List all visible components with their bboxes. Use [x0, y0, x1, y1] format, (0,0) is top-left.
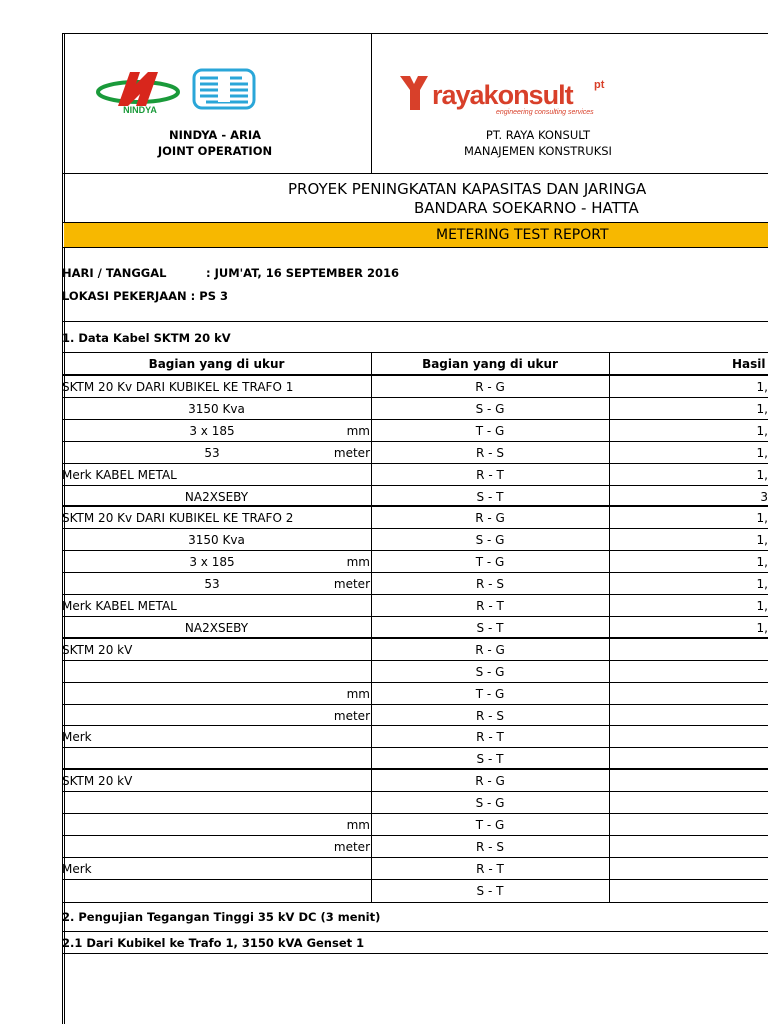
date-label: HARI / TANGGAL	[62, 266, 167, 280]
table-row	[62, 661, 768, 683]
row-phase-cell: S - T	[476, 884, 504, 898]
table-header-phase: Bagian yang di ukur	[422, 357, 558, 371]
row-unit-cell: mm	[346, 687, 370, 701]
table-row	[62, 792, 768, 814]
section21-bottom-border	[62, 953, 768, 954]
table-row	[62, 880, 768, 902]
row-phase-cell: T - G	[475, 818, 505, 832]
table-row	[62, 683, 768, 705]
table-row	[62, 464, 768, 486]
aria-logo	[192, 68, 256, 110]
left-company-sub: JOINT OPERATION	[157, 144, 273, 158]
row-part-cell: SKTM 20 kV	[62, 774, 133, 788]
row-result-cell: 1,	[756, 446, 768, 460]
project-title-line1: PROYEK PENINGKATAN KAPASITAS DAN JARINGA	[288, 180, 647, 198]
row-phase-cell: T - G	[475, 555, 505, 569]
row-part-cell: 3 x 185	[189, 555, 235, 569]
row-result-cell: 1,	[756, 621, 768, 635]
row-result-cell: 1,	[756, 555, 768, 569]
location-label: LOKASI PEKERJAAN : PS 3	[62, 289, 229, 303]
table-row	[62, 726, 768, 748]
banner-bottom-border	[62, 247, 768, 248]
row-part-cell: Merk KABEL METAL	[62, 468, 177, 482]
date-value: : JUM'AT, 16 SEPTEMBER 2016	[206, 266, 399, 280]
row-phase-cell: R - T	[476, 468, 504, 482]
left-company-name: NINDYA - ARIA	[168, 128, 262, 142]
row-result-cell: 3	[760, 490, 768, 504]
row-phase-cell: R - S	[476, 446, 504, 460]
row-unit-cell	[262, 880, 370, 902]
row-result-cell	[672, 661, 768, 683]
section1-top-border	[62, 321, 768, 322]
row-unit-cell: mm	[346, 818, 370, 832]
row-unit-cell	[262, 858, 370, 880]
row-unit-cell: meter	[333, 709, 370, 723]
row-phase-cell: S - T	[476, 621, 504, 635]
table-row	[62, 639, 768, 661]
row-phase-cell: R - S	[476, 709, 504, 723]
rayakonsult-logo-sup: pt	[594, 79, 605, 91]
rayakonsult-logo	[396, 70, 616, 116]
row-result-cell	[672, 683, 768, 705]
row-unit-cell	[262, 398, 370, 420]
report-title: METERING TEST REPORT	[436, 227, 609, 243]
row-result-cell: 1,	[756, 533, 768, 547]
table-row	[62, 376, 768, 398]
table-row	[62, 705, 768, 727]
table-row	[62, 617, 768, 639]
section21-title: 2.1 Dari Kubikel ke Trafo 1, 3150 kVA Genset 1	[62, 936, 365, 950]
row-result-cell: 1,	[756, 577, 768, 591]
row-part-cell: NA2XSEBY	[184, 621, 249, 635]
row-unit-cell	[262, 726, 370, 748]
row-result-cell: 1,	[756, 468, 768, 482]
row-part-cell: Merk	[62, 730, 92, 744]
table-row	[62, 748, 768, 770]
row-result-cell	[672, 639, 768, 661]
row-part-cell: 3150 Kva	[188, 402, 245, 416]
row-unit-cell	[262, 464, 370, 486]
row-result-cell	[672, 814, 768, 836]
nindya-logo	[96, 66, 186, 114]
row-unit-cell	[262, 770, 370, 792]
row-unit-cell: meter	[333, 577, 370, 591]
header-top-border	[62, 33, 768, 34]
right-company-sub: MANAJEMEN KONSTRUKSI	[464, 144, 612, 158]
row-phase-cell: R - S	[476, 840, 504, 854]
table-header-part: Bagian yang di ukur	[148, 357, 285, 371]
nindya-logo-text: NINDYA	[123, 105, 157, 114]
header-bottom-border	[62, 173, 768, 174]
row-result-cell	[672, 705, 768, 727]
report-title-banner	[64, 223, 768, 247]
row-unit-cell	[262, 595, 370, 617]
row-part-cell: Merk	[62, 862, 92, 876]
row-result-cell	[672, 792, 768, 814]
row-phase-cell: R - G	[475, 643, 505, 657]
section1-title: 1. Data Kabel SKTM 20 kV	[62, 331, 231, 345]
table-header-result: Hasil	[732, 357, 766, 371]
right-company-name: PT. RAYA KONSULT	[485, 128, 591, 142]
row-part-cell: SKTM 20 Kv DARI KUBIKEL KE TRAFO 2	[62, 511, 294, 525]
row-unit-cell: mm	[346, 424, 370, 438]
table-row	[62, 858, 768, 880]
table-row	[62, 551, 768, 573]
row-phase-cell: S - G	[475, 402, 505, 416]
row-part-cell: 3 x 185	[189, 424, 235, 438]
row-phase-cell: R - T	[476, 862, 504, 876]
row-phase-cell: S - G	[475, 533, 505, 547]
row-result-cell	[672, 880, 768, 902]
row-result-cell	[672, 858, 768, 880]
row-phase-cell: S - T	[476, 752, 504, 766]
section21-top-border	[62, 931, 768, 932]
row-part-cell: 53	[204, 577, 220, 591]
row-unit-cell	[262, 748, 370, 770]
row-unit-cell: meter	[333, 446, 370, 460]
table-row	[62, 595, 768, 617]
section2-title: 2. Pengujian Tegangan Tinggi 35 kV DC (3 menit)	[62, 910, 381, 924]
row-phase-cell: T - G	[475, 687, 505, 701]
row-phase-cell: R - T	[476, 730, 504, 744]
project-title-line2: BANDARA SOEKARNO - HATTA	[414, 199, 639, 217]
row-unit-cell	[262, 792, 370, 814]
row-part-cell: SKTM 20 Kv DARI KUBIKEL KE TRAFO 1	[62, 380, 294, 394]
row-result-cell	[672, 726, 768, 748]
row-unit-cell	[262, 529, 370, 551]
row-unit-cell	[262, 661, 370, 683]
row-part-cell: SKTM 20 kV	[62, 643, 133, 657]
row-phase-cell: R - G	[475, 511, 505, 525]
row-part-cell: 3150 Kva	[188, 533, 245, 547]
row-phase-cell: R - G	[475, 380, 505, 394]
row-result-cell: 1,	[756, 424, 768, 438]
row-result-cell	[672, 836, 768, 858]
rayakonsult-logo-text: rayakonsult	[432, 80, 573, 110]
row-unit-cell: meter	[333, 840, 370, 854]
row-result-cell: 1,	[756, 380, 768, 394]
table-row	[62, 814, 768, 836]
row-phase-cell: S - G	[475, 796, 505, 810]
row-phase-cell: R - T	[476, 599, 504, 613]
table-header-row	[62, 353, 768, 375]
row-unit-cell	[262, 376, 370, 398]
table-row	[62, 529, 768, 551]
row-phase-cell: R - S	[476, 577, 504, 591]
row-unit-cell	[262, 639, 370, 661]
row-phase-cell: S - T	[476, 490, 504, 504]
header-divider	[371, 33, 372, 173]
row-phase-cell: R - G	[475, 774, 505, 788]
row-phase-cell: T - G	[475, 424, 505, 438]
table-row	[62, 770, 768, 792]
table-row	[62, 398, 768, 420]
row-phase-cell: S - G	[475, 665, 505, 679]
table-row	[62, 507, 768, 529]
row-unit-cell: mm	[346, 555, 370, 569]
row-result-cell: 1,	[756, 402, 768, 416]
row-part-cell: Merk KABEL METAL	[62, 599, 177, 613]
section2-top-border	[62, 902, 768, 903]
rayakonsult-logo-tagline: engineering consulting services	[496, 109, 594, 116]
row-result-cell: 1,	[756, 511, 768, 525]
table-row	[62, 573, 768, 595]
table-row	[62, 420, 768, 442]
row-part-cell: NA2XSEBY	[184, 490, 249, 504]
row-result-cell: 1,	[756, 599, 768, 613]
table-row	[62, 442, 768, 464]
row-part-cell: 53	[204, 446, 220, 460]
row-result-cell	[672, 748, 768, 770]
row-unit-cell	[262, 617, 370, 639]
row-result-cell	[672, 770, 768, 792]
table-row	[62, 836, 768, 858]
row-unit-cell	[262, 507, 370, 529]
